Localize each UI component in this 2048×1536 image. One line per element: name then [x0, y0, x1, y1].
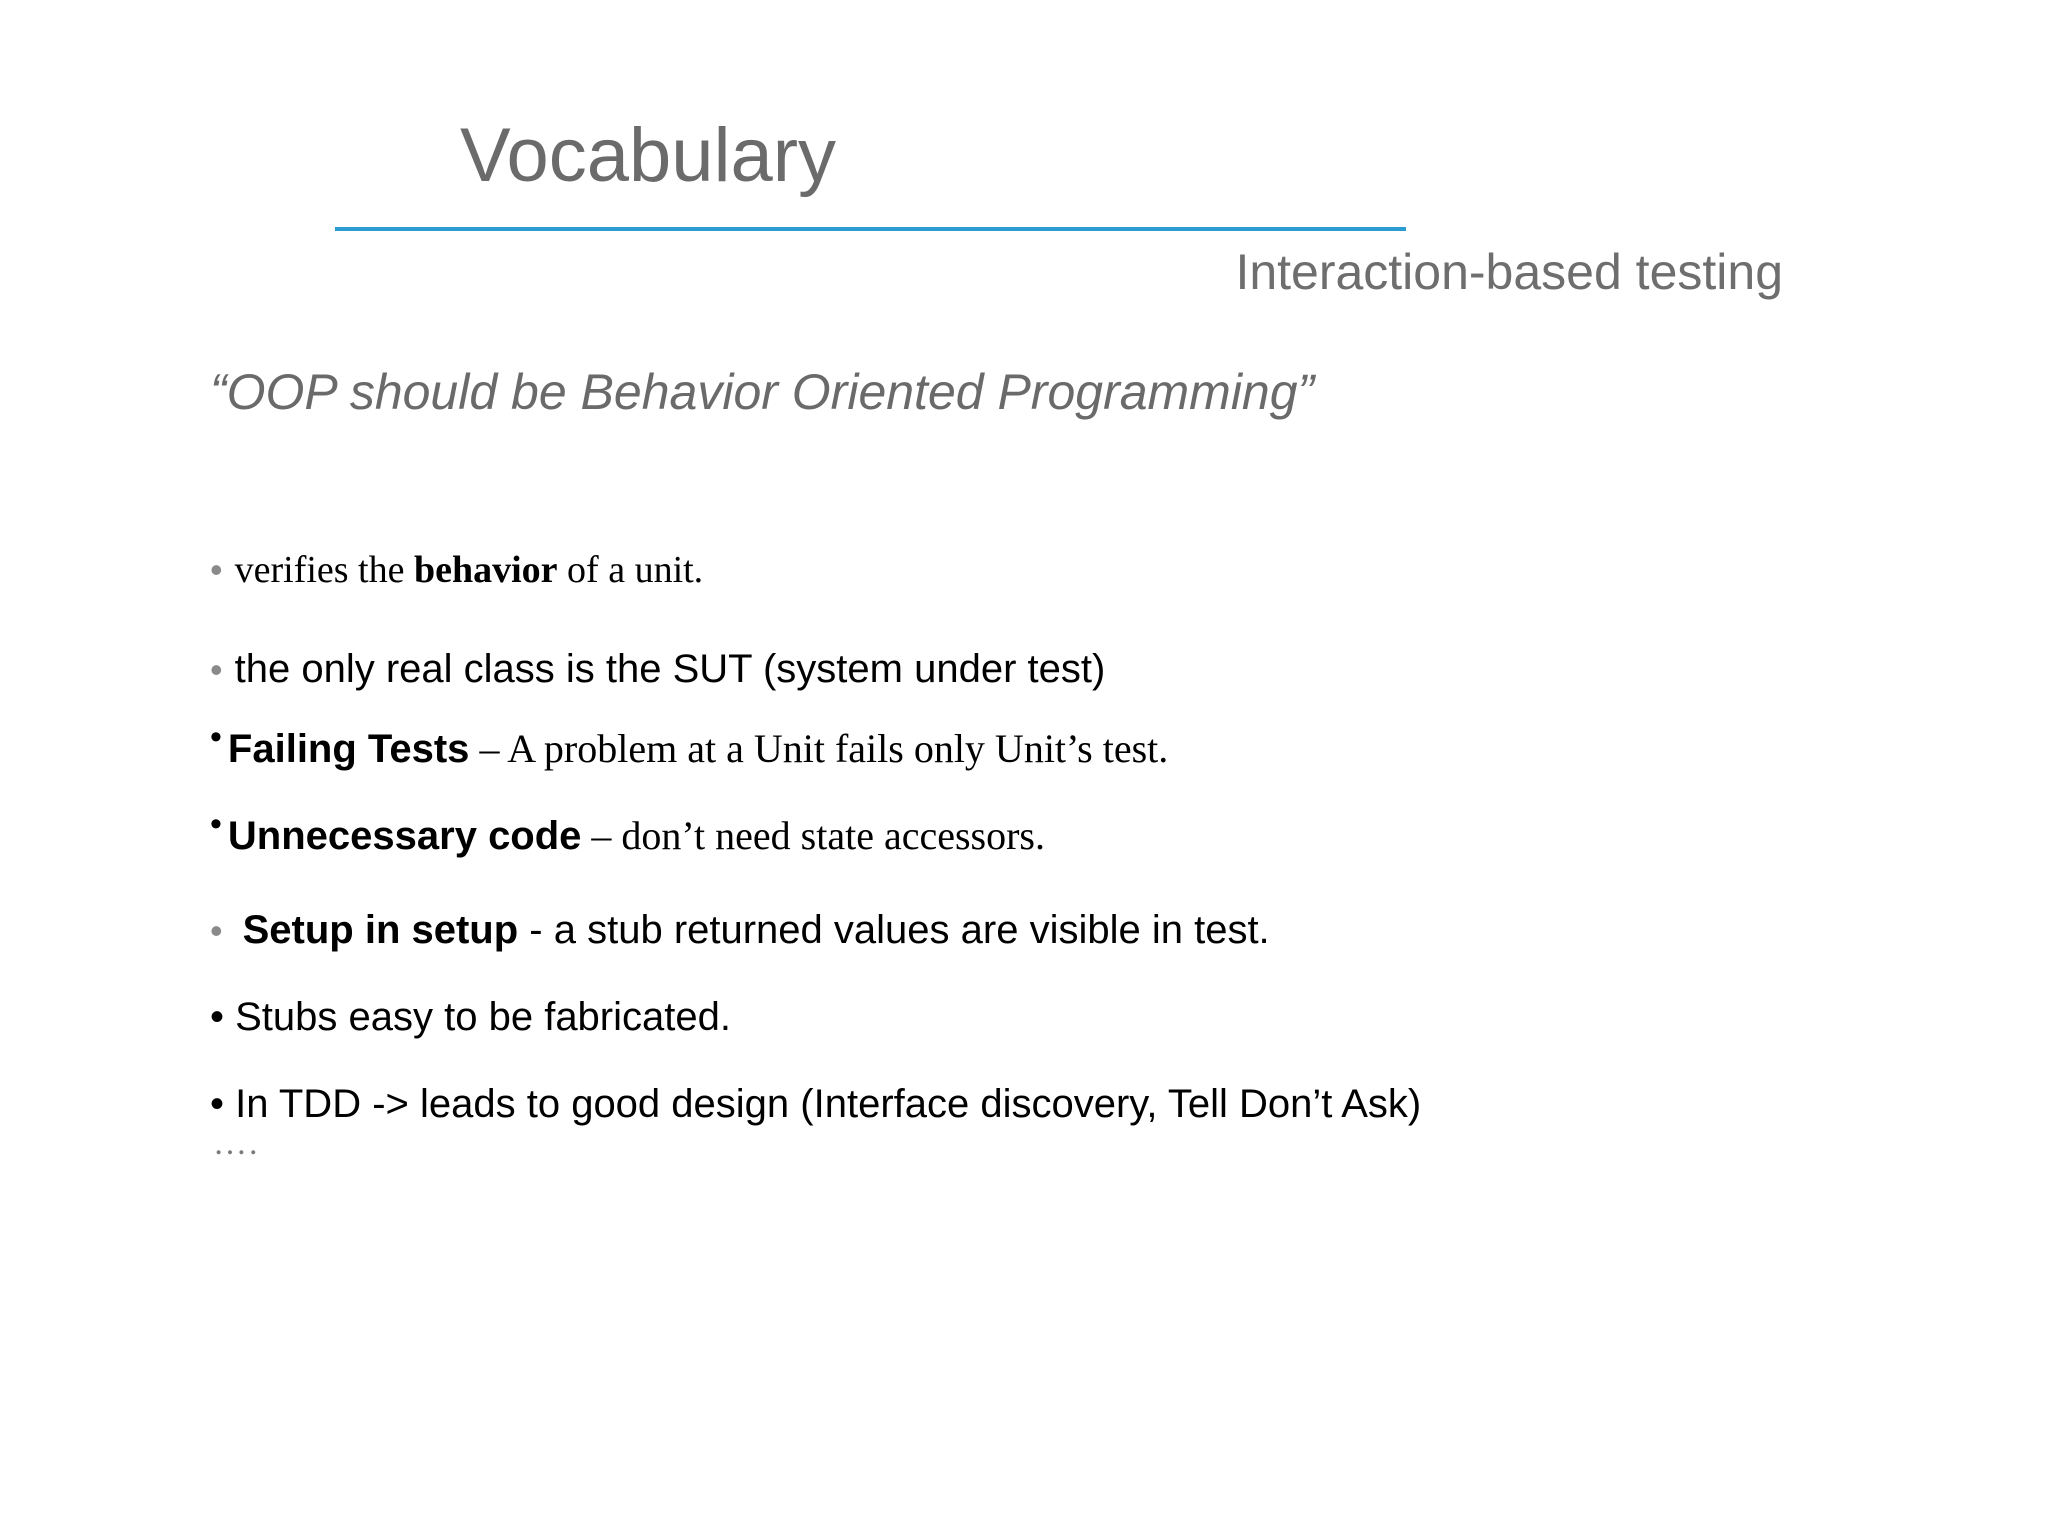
title-underline: [335, 227, 1406, 231]
bullet-text-post: of a unit.: [557, 549, 704, 591]
bullet-term: Setup in setup: [242, 908, 519, 952]
bullet-setup: [210, 908, 1270, 953]
slide-subtitle: Interaction-based testing: [1235, 244, 1783, 300]
bullet-marker: •: [210, 718, 222, 756]
bullet-term: Unnecessary code: [227, 814, 582, 858]
bullet-behavior: [210, 548, 703, 592]
bullet-text-bold: behavior: [413, 549, 558, 591]
bullet-marker: •: [210, 649, 223, 690]
bullet-marker: •: [210, 805, 222, 843]
bullet-text: • Stubs easy to be fabricated.: [210, 995, 731, 1039]
bullet-text-pre: verifies the: [234, 549, 414, 591]
bullet-tdd: [210, 1082, 1421, 1127]
bullet-stubs: [210, 995, 731, 1040]
ellipsis: ….: [213, 1125, 260, 1162]
bullet-text: • In TDD -> leads to good design (Interface discovery, Tell Don’t Ask): [210, 1082, 1422, 1126]
bullet-marker: •: [210, 549, 223, 590]
quote: “OOP should be Behavior Oriented Programming”: [210, 364, 1315, 420]
bullet-description: – don’t need state accessors.: [581, 813, 1045, 858]
bullet-description: - a stub returned values are visible in test.: [518, 908, 1270, 952]
bullet-failing-tests: [210, 718, 1169, 772]
bullet-text: the only real class is the SUT (system under test): [234, 647, 1106, 691]
bullet-unnecessary-code: [210, 805, 1045, 859]
bullet-sut: [210, 647, 1105, 692]
bullet-description: – A problem at a Unit fails only Unit’s test.: [469, 726, 1169, 771]
slide-title: Vocabulary: [460, 113, 837, 198]
bullet-term: Failing Tests: [227, 727, 470, 771]
bullet-marker: •: [210, 910, 223, 951]
